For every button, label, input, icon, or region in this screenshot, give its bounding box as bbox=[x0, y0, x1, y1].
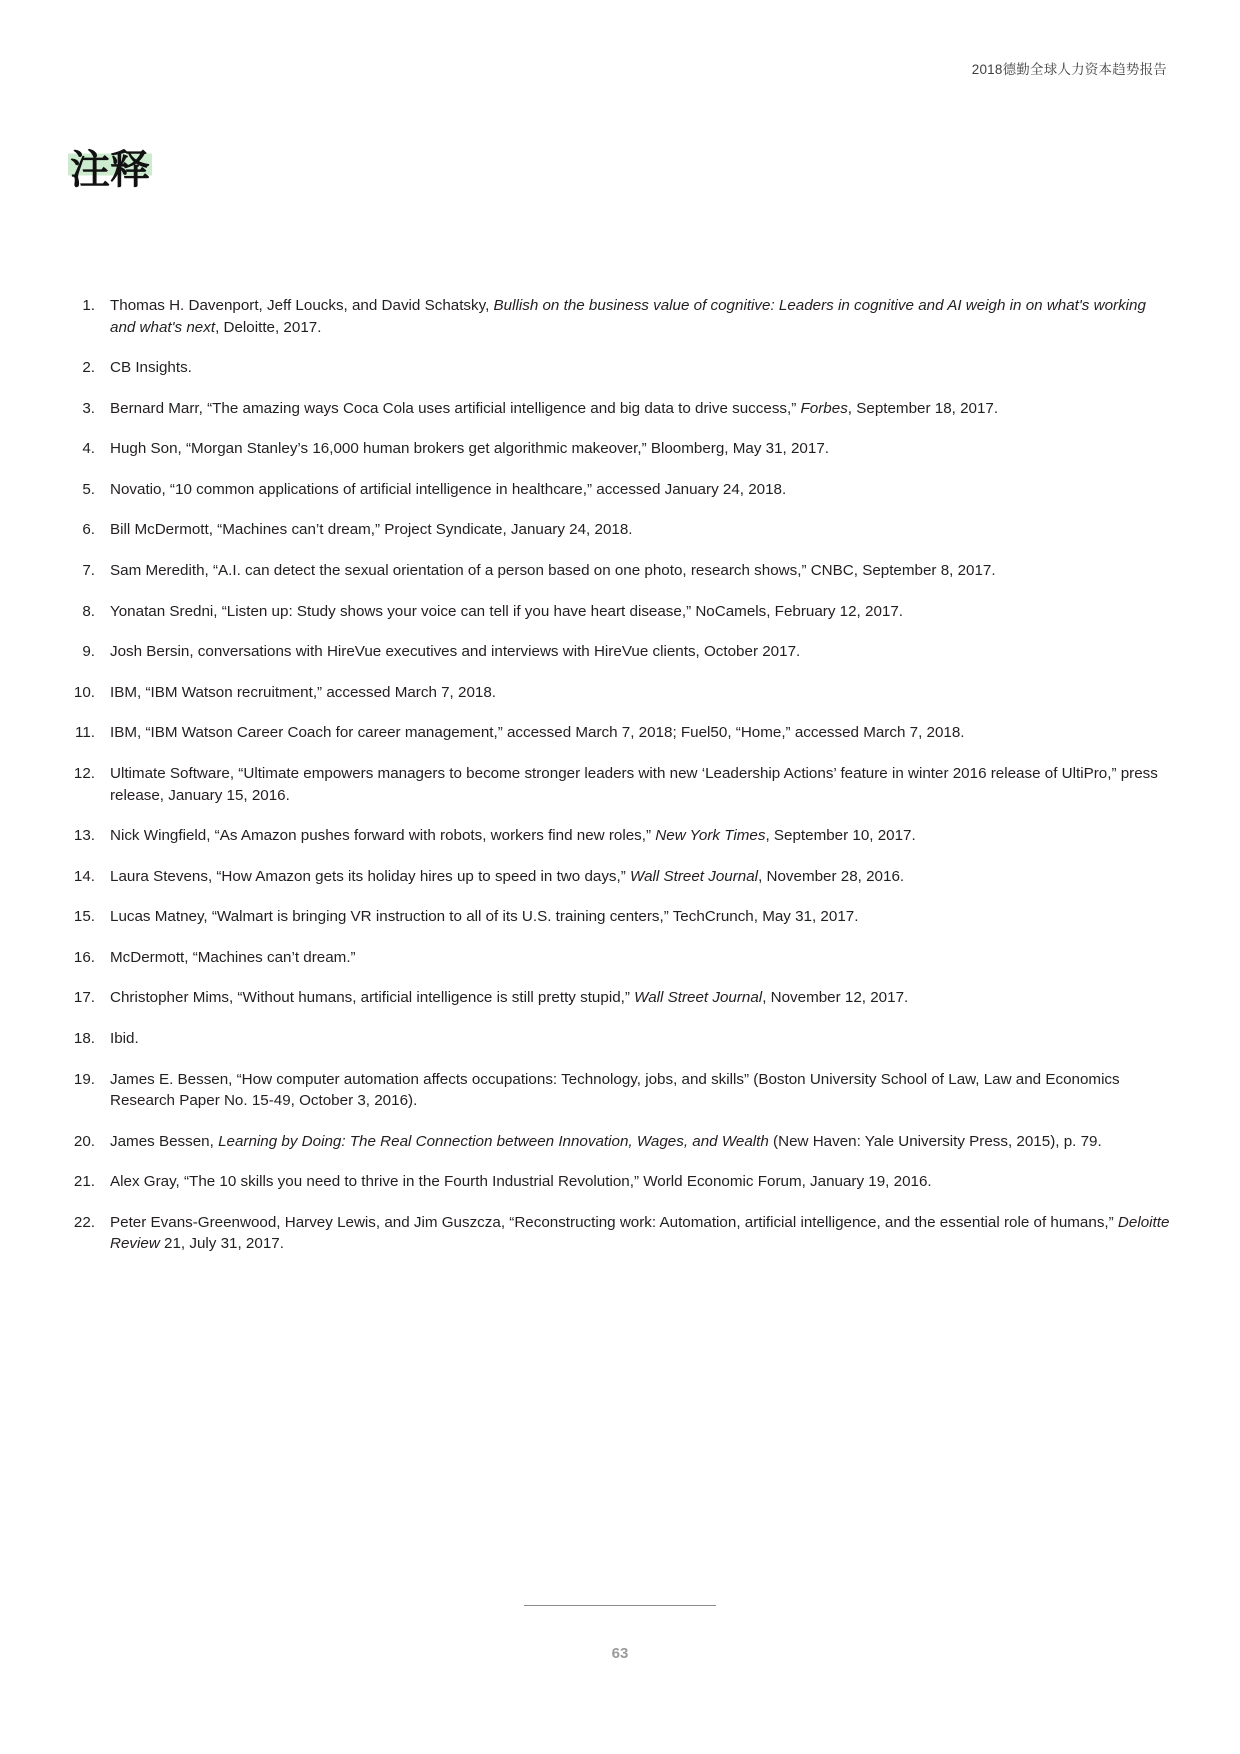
endnote-item bbox=[68, 682, 1172, 704]
endnote-item bbox=[68, 987, 1172, 1009]
endnote-item bbox=[68, 601, 1172, 623]
endnote-number: 11. bbox=[75, 724, 95, 742]
endnote-text: Peter Evans-Greenwood, Harvey Lewis, and Jim Guszcza, “Reconstructing work: Automation, artificial intelligence, and the essential role of humans,” Deloitte Review 21, July 31, 2017. bbox=[110, 1213, 1170, 1253]
endnote-number: 15. bbox=[73, 908, 95, 926]
endnote-text: IBM, “IBM Watson Career Coach for career management,” accessed March 7, 2018; Fuel50, “Home,” accessed March 7, 2018. bbox=[110, 724, 965, 742]
endnote-text: Sam Meredith, “A.I. can detect the sexual orientation of a person based on one photo, research shows,” CNBC, September 8, 2017. bbox=[110, 562, 996, 580]
endnote-number: 3. bbox=[82, 399, 95, 417]
endnote-number: 9. bbox=[82, 643, 95, 661]
endnote-text: Thomas H. Davenport, Jeff Loucks, and David Schatsky, Bullish on the business value of cognitive: Leaders in cognitive and AI weigh in on what's working and what's next, Deloitte, 2017. bbox=[110, 297, 1146, 336]
endnote-number: 1. bbox=[82, 297, 95, 314]
running-head: 2018德勤全球人力资本趋势报告 bbox=[971, 62, 1167, 77]
endnote-item bbox=[68, 641, 1172, 663]
endnote-item bbox=[68, 560, 1172, 582]
page-title-container bbox=[68, 148, 152, 192]
endnote-text: Bill McDermott, “Machines can’t dream,” Project Syndicate, January 24, 2018. bbox=[110, 521, 633, 539]
endnote-number: 2. bbox=[82, 359, 95, 377]
page-number: 63 bbox=[611, 1645, 629, 1662]
endnote-item bbox=[68, 866, 1172, 888]
endnote-text: Christopher Mims, “Without humans, artificial intelligence is still pretty stupid,” Wall Street Journal, November 12, 2017. bbox=[110, 989, 909, 1007]
endnote-text: Nick Wingfield, “As Amazon pushes forward with robots, workers find new roles,” New York Times, September 10, 2017. bbox=[110, 827, 916, 845]
endnote-number: 22. bbox=[73, 1213, 95, 1231]
endnote-text: Hugh Son, “Morgan Stanley’s 16,000 human brokers get algorithmic makeover,” Bloomberg, May 31, 2017. bbox=[110, 440, 829, 458]
endnote-text: Josh Bersin, conversations with HireVue executives and interviews with HireVue clients, October 2017. bbox=[110, 643, 801, 661]
endnote-text: Lucas Matney, “Walmart is bringing VR instruction to all of its U.S. training centers,” TechCrunch, May 31, 2017. bbox=[110, 908, 859, 926]
endnote-number: 16. bbox=[73, 948, 95, 966]
endnote-item bbox=[68, 357, 1172, 379]
endnote-item bbox=[68, 398, 1172, 420]
endnote-number: 20. bbox=[73, 1132, 95, 1150]
endnote-item bbox=[68, 1171, 1172, 1193]
endnote-text: CB Insights. bbox=[110, 359, 192, 377]
endnote-number: 5. bbox=[82, 480, 95, 498]
endnote-item bbox=[68, 763, 1172, 806]
endnote-item bbox=[68, 519, 1172, 541]
endnote-text: Yonatan Sredni, “Listen up: Study shows your voice can tell if you have heart disease,” NoCamels, February 12, 2017. bbox=[110, 602, 904, 620]
endnote-text: James E. Bessen, “How computer automation affects occupations: Technology, jobs, and skills” (Boston University School of Law, Law and Economics Research Paper No. 15-49, October 3, 2016). bbox=[110, 1070, 1120, 1110]
endnote-item bbox=[68, 1212, 1172, 1255]
endnote-item bbox=[68, 1028, 1172, 1050]
endnote-number: 14. bbox=[73, 867, 95, 885]
endnote-text: Bernard Marr, “The amazing ways Coca Cola uses artificial intelligence and big data to drive success,” Forbes, September 18, 2017. bbox=[110, 399, 999, 417]
endnote-text: Novatio, “10 common applications of artificial intelligence in healthcare,” accessed January 24, 2018. bbox=[110, 480, 787, 498]
endnote-number: 18. bbox=[73, 1029, 95, 1047]
endnote-text: James Bessen, Learning by Doing: The Real Connection between Innovation, Wages, and Wealth (New Haven: Yale University Press, 2015), p. 79. bbox=[110, 1132, 1102, 1150]
endnote-number: 7. bbox=[82, 562, 95, 580]
endnotes-list bbox=[68, 295, 1172, 1274]
endnote-item bbox=[68, 906, 1172, 928]
endnote-number: 4. bbox=[82, 440, 95, 458]
endnote-text: Ultimate Software, “Ultimate empowers managers to become stronger leaders with new ‘Leadership Actions’ feature in winter 2016 release of UltiPro,” press release, January 15, 2016. bbox=[110, 764, 1158, 804]
endnote-item bbox=[68, 722, 1172, 744]
endnote-item bbox=[68, 947, 1172, 969]
endnote-text: Ibid. bbox=[110, 1029, 139, 1047]
endnote-item bbox=[68, 825, 1172, 847]
endnote-text: Alex Gray, “The 10 skills you need to thrive in the Fourth Industrial Revolution,” World Economic Forum, January 19, 2016. bbox=[110, 1173, 932, 1191]
endnote-number: 6. bbox=[82, 521, 95, 539]
endnote-number: 8. bbox=[82, 602, 95, 620]
endnote-number: 21. bbox=[73, 1173, 95, 1191]
endnote-number: 19. bbox=[73, 1070, 95, 1088]
endnote-item bbox=[68, 295, 1172, 338]
endnote-text: McDermott, “Machines can’t dream.” bbox=[110, 948, 356, 966]
page-title: 注释 bbox=[70, 148, 150, 192]
endnote-number: 17. bbox=[73, 989, 95, 1007]
endnote-item bbox=[68, 1131, 1172, 1153]
footer-divider bbox=[524, 1605, 716, 1606]
endnote-item bbox=[68, 438, 1172, 460]
endnote-number: 10. bbox=[73, 683, 95, 701]
endnote-item bbox=[68, 1069, 1172, 1112]
endnote-item bbox=[68, 479, 1172, 501]
endnote-text: IBM, “IBM Watson recruitment,” accessed March 7, 2018. bbox=[110, 683, 497, 701]
endnote-number: 12. bbox=[73, 764, 95, 782]
endnote-text: Laura Stevens, “How Amazon gets its holiday hires up to speed in two days,” Wall Street Journal, November 28, 2016. bbox=[110, 867, 905, 885]
endnote-number: 13. bbox=[73, 827, 95, 845]
